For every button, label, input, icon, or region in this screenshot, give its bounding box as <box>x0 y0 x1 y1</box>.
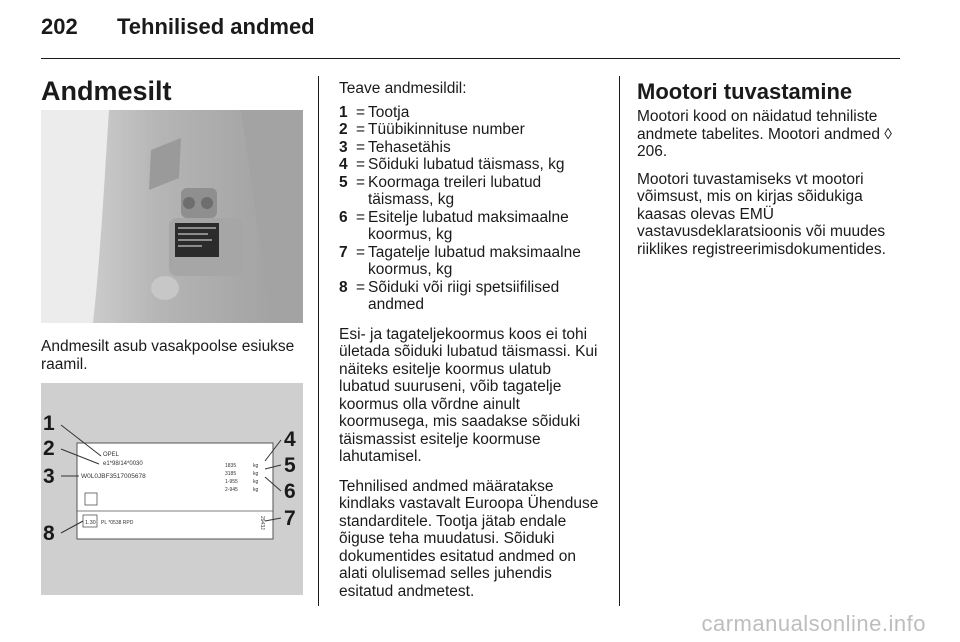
legend-item <box>339 156 605 174</box>
standards-paragraph: Tehnilised andmed määratakse kindlaks vastavalt Euroopa Ühenduse standarditele. Tootja jätab endale õiguse teha muudatusi. Sõiduki dokumentides esitatud andmed on alati olulisemad selles juhendis esitatud andmetest. <box>339 477 599 600</box>
column-divider-2 <box>619 76 620 606</box>
legend-equals: = <box>356 278 366 296</box>
photo-caption: Andmesilt asub vasakpoolse esiukse raamil. <box>41 338 295 373</box>
plate-weight-2: 3185 <box>225 471 237 477</box>
legend-text: Tehasetähis <box>368 138 451 156</box>
legend-equals: = <box>356 121 366 138</box>
legend-equals: = <box>356 138 366 156</box>
callout-4: 4 <box>284 428 296 451</box>
callout-1: 1 <box>43 412 55 435</box>
legend-equals: = <box>356 103 366 121</box>
page-header <box>41 14 315 44</box>
legend-number: 7 <box>339 243 348 261</box>
section-heading: Mootori tuvastamine <box>637 79 853 104</box>
legend-text: Tagatelje lubatud maksimaalne koormus, kg <box>368 243 581 278</box>
legend-item <box>339 139 605 157</box>
legend-number: 4 <box>339 156 348 173</box>
plate-unit-1: kg <box>253 463 259 469</box>
axle-load-paragraph: Esi- ja tagateljekoormus koos ei tohi ületada sõiduki lubatud täismassi. Kui näiteks esitelje koormus ulatub lubatud suuruseni, võib tagatelje koormus olla võrdne ainult koormusega, mis saadakse sõiduki täismassist esitelje koormuse lahutamisel. <box>339 325 598 465</box>
legend-number: 1 <box>339 103 348 121</box>
legend-item <box>339 209 605 244</box>
legend-item <box>339 174 605 209</box>
plate-weight-3: 1-955 <box>225 479 238 485</box>
plate-manufacturer: OPEL <box>103 452 120 458</box>
section-title: Tehnilised andmed <box>117 14 315 39</box>
callout-2: 2 <box>43 437 55 460</box>
plate-bottom-right: 2943J <box>259 516 265 530</box>
legend-text: Koormaga treileri lubatud täismass, kg <box>368 173 542 208</box>
engine-power-paragraph: Mootori tuvastamiseks vt mootori võimsust, mis on kirjas sõidukiga kaasas olevas EMÜ vastavusdeklaratsioonis või muudes riiklikes registreerimisdokumentides. <box>637 170 886 258</box>
page-title: Andmesilt <box>41 76 172 106</box>
legend-equals: = <box>356 156 366 173</box>
callout-5: 5 <box>284 454 296 477</box>
door-frame-photo <box>41 110 303 323</box>
plate-vin: W0L0JBF3517005678 <box>81 473 146 480</box>
legend-text: Sõiduki lubatud täismass, kg <box>368 156 565 173</box>
header-rule <box>41 58 900 59</box>
legend-text: Tüübikinnituse number <box>368 121 525 138</box>
legend-number: 5 <box>339 173 348 191</box>
legend-number: 8 <box>339 278 348 296</box>
plate-bottom-text: PL *0538 RPD <box>101 520 134 526</box>
callout-8: 8 <box>43 522 55 545</box>
plate-weight-4: 2-945 <box>225 487 238 493</box>
legend-equals: = <box>356 173 366 191</box>
legend-item <box>339 244 605 279</box>
legend-equals: = <box>356 208 366 226</box>
legend-number: 2 <box>339 121 348 138</box>
legend-text: Sõiduki või riigi spetsiifilised andmed <box>368 278 560 313</box>
legend-item <box>339 121 605 139</box>
plate-weight-1: 1835 <box>225 463 237 469</box>
plate-approval-number: e1*98/14*0030 <box>103 461 143 467</box>
legend-equals: = <box>356 243 366 261</box>
plate-bottom-left: 1.30 <box>85 520 96 526</box>
callout-7: 7 <box>284 507 296 530</box>
engine-identification-column <box>637 80 905 258</box>
callout-6: 6 <box>284 480 296 503</box>
legend-number: 6 <box>339 208 348 226</box>
plate-unit-3: kg <box>253 479 259 485</box>
legend-item <box>339 104 605 122</box>
page-number: 202 <box>41 14 78 39</box>
column-divider-1 <box>318 76 319 606</box>
callout-3: 3 <box>43 465 55 488</box>
legend-number: 3 <box>339 138 348 156</box>
plate-info-column <box>339 80 605 600</box>
legend-list <box>339 104 605 314</box>
engine-code-paragraph: Mootori kood on näidatud tehniliste andmete tabelites. Mootori andmed ◊ 206. <box>637 108 892 160</box>
plate-unit-2: kg <box>253 471 259 477</box>
legend-intro: Teave andmesildil: <box>339 80 467 97</box>
legend-text: Esitelje lubatud maksimaalne koormus, kg <box>368 208 569 243</box>
legend-text: Tootja <box>368 103 410 121</box>
watermark: carmanualsonline.info <box>701 611 926 636</box>
id-plate-figure <box>41 383 303 595</box>
plate-unit-4: kg <box>253 487 259 493</box>
legend-item <box>339 279 605 314</box>
